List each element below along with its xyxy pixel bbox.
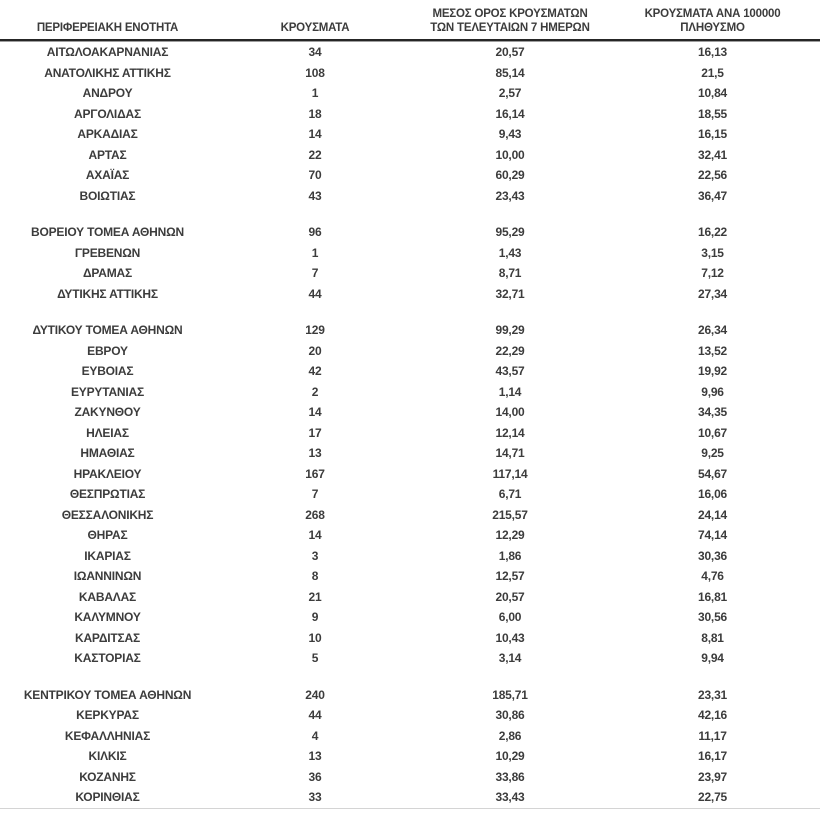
cell-cases: 14 (308, 127, 322, 141)
column-header-per-100k (605, 0, 820, 40)
table-row (0, 746, 820, 767)
cell-cases: 42 (308, 364, 322, 378)
cell-regional-unit: ΒΟΡΕΙΟΥ ΤΟΜΕΑ ΑΘΗΝΩΝ (31, 225, 184, 239)
cell-regional-unit: ΑΙΤΩΛΟΑΚΑΡΝΑΝΙΑΣ (46, 45, 169, 59)
cell-per-100k: 32,41 (697, 147, 728, 162)
table-row (0, 186, 820, 207)
cell-cases: 14 (308, 528, 322, 542)
cell-7day-average: 95,29 (495, 225, 525, 239)
table-row (0, 124, 820, 145)
cell-per-100k: 16,22 (697, 225, 728, 239)
cell-7day-average: 32,71 (495, 286, 525, 301)
cell-cases: 96 (308, 225, 322, 239)
cell-per-100k: 16,81 (697, 589, 728, 604)
cell-cases: 13 (308, 749, 322, 763)
cell-regional-unit: ΗΛΕΙΑΣ (86, 425, 129, 440)
cell-per-100k: 9,96 (701, 384, 724, 399)
cell-regional-unit: ΙΩΑΝΝΙΝΩΝ (73, 569, 142, 583)
table-body (0, 42, 820, 809)
cell-per-100k: 42,16 (697, 708, 728, 722)
cell-cases: 268 (305, 507, 325, 522)
table-row (0, 787, 820, 808)
cell-7day-average: 22,29 (495, 343, 525, 358)
table-row (0, 726, 820, 747)
table-row (0, 320, 820, 341)
group-spacer-row (0, 669, 820, 685)
table-row (0, 443, 820, 464)
cell-per-100k: 34,35 (697, 405, 728, 419)
cell-7day-average: 3,14 (498, 651, 522, 665)
cell-regional-unit: ΚΙΛΚΙΣ (88, 749, 127, 763)
column-header-label: ΠΕΡΙΦΕΡΕΙΑΚΗ ΕΝΟΤΗΤΑ (36, 22, 179, 34)
column-header-regional-unit (0, 0, 215, 40)
header-row (0, 0, 820, 40)
cell-regional-unit: ΔΡΑΜΑΣ (82, 266, 133, 280)
column-header-label: ΚΡΟΥΣΜΑΤΑ (280, 22, 350, 34)
column-header-label-line-1: ΚΡΟΥΣΜΑΤΑ ΑΝΑ 100000 (644, 8, 781, 20)
cell-cases: 4 (311, 728, 319, 743)
cell-per-100k: 22,56 (697, 168, 728, 182)
cell-cases: 17 (308, 425, 322, 440)
group-spacer-row (0, 304, 820, 320)
cell-regional-unit: ΘΕΣΣΑΛΟΝΙΚΗΣ (61, 507, 154, 522)
group-spacer-row (0, 206, 820, 222)
cell-regional-unit: ΗΜΑΘΙΑΣ (80, 446, 135, 460)
cell-per-100k: 30,56 (697, 610, 728, 624)
cell-7day-average: 117,14 (492, 466, 528, 481)
cell-per-100k: 16,06 (697, 487, 728, 501)
cell-regional-unit: ΕΒΡΟΥ (87, 343, 128, 358)
cell-cases: 108 (305, 65, 325, 80)
cell-7day-average: 10,00 (495, 147, 525, 162)
cell-regional-unit: ΕΥΒΟΙΑΣ (81, 364, 134, 378)
cell-per-100k: 36,47 (697, 188, 728, 203)
cell-7day-average: 6,71 (498, 487, 522, 501)
table-header (0, 0, 820, 40)
cell-regional-unit: ΘΕΣΠΡΩΤΙΑΣ (69, 487, 146, 501)
table-row (0, 685, 820, 706)
table-row (0, 484, 820, 505)
table-row (0, 263, 820, 284)
table-row (0, 284, 820, 305)
cell-per-100k: 54,67 (697, 466, 728, 481)
column-header-label-line-2: ΠΛΗΘΥΣΜΟ (680, 22, 745, 34)
cell-7day-average: 10,29 (495, 749, 525, 763)
cell-cases: 43 (308, 188, 322, 203)
cell-cases: 21 (308, 589, 322, 604)
cell-per-100k: 23,31 (697, 687, 728, 702)
table-row (0, 63, 820, 84)
cell-regional-unit: ΚΑΛΥΜΝΟΥ (74, 610, 141, 624)
table-row (0, 566, 820, 587)
cell-7day-average: 12,57 (495, 569, 525, 583)
table-row (0, 361, 820, 382)
table-row (0, 402, 820, 423)
column-header-label-line-1: ΜΕΣΟΣ ΟΡΟΣ ΚΡΟΥΣΜΑΤΩΝ (432, 8, 588, 20)
cell-7day-average: 16,14 (495, 106, 525, 121)
cell-per-100k: 16,17 (697, 749, 728, 763)
table-row (0, 767, 820, 788)
table-row (0, 165, 820, 186)
cell-cases: 44 (308, 708, 322, 722)
cell-regional-unit: ΕΥΡΥΤΑΝΙΑΣ (71, 384, 144, 399)
cell-cases: 2 (311, 384, 319, 399)
cell-cases: 14 (308, 405, 322, 419)
table-row (0, 222, 820, 243)
table-row (0, 42, 820, 63)
cell-per-100k: 74,14 (697, 528, 728, 542)
cell-7day-average: 1,86 (498, 548, 522, 563)
cell-cases: 5 (311, 651, 319, 665)
cell-per-100k: 23,97 (697, 769, 728, 784)
cell-regional-unit: ΑΝΑΤΟΛΙΚΗΣ ΑΤΤΙΚΗΣ (44, 65, 171, 80)
cell-regional-unit: ΑΡΚΑΔΙΑΣ (77, 127, 138, 141)
cell-per-100k: 16,13 (697, 45, 728, 59)
cell-cases: 167 (305, 466, 325, 481)
cell-per-100k: 4,76 (701, 569, 724, 583)
cell-regional-unit: ΒΟΙΩΤΙΑΣ (79, 188, 136, 203)
cell-cases: 33 (308, 790, 322, 804)
table-row (0, 104, 820, 125)
cell-per-100k: 10,84 (697, 86, 728, 100)
table-row (0, 145, 820, 166)
table-row (0, 341, 820, 362)
cell-7day-average: 33,43 (495, 790, 525, 804)
cell-regional-unit: ΚΟΖΑΝΗΣ (79, 769, 136, 784)
cell-cases: 20 (308, 343, 322, 358)
cell-per-100k: 30,36 (697, 548, 728, 563)
table-row (0, 505, 820, 526)
cell-7day-average: 99,29 (495, 323, 525, 337)
cell-cases: 1 (311, 245, 319, 260)
cell-cases: 7 (311, 266, 319, 280)
cell-cases: 18 (308, 106, 322, 121)
cell-7day-average: 20,57 (495, 45, 525, 59)
cell-regional-unit: ΓΡΕΒΕΝΩΝ (74, 245, 141, 260)
table-row (0, 587, 820, 608)
cell-per-100k: 10,67 (697, 425, 728, 440)
cell-7day-average: 60,29 (495, 168, 525, 182)
cell-per-100k: 24,14 (697, 507, 728, 522)
cell-per-100k: 11,17 (698, 728, 727, 743)
table-row (0, 705, 820, 726)
table-row (0, 423, 820, 444)
cell-cases: 8 (311, 569, 319, 583)
cell-cases: 36 (308, 769, 322, 784)
cell-per-100k: 3,15 (701, 245, 724, 260)
table-row (0, 83, 820, 104)
cell-per-100k: 22,75 (697, 790, 728, 804)
cell-7day-average: 30,86 (495, 708, 525, 722)
cell-cases: 44 (308, 286, 322, 301)
table-row (0, 607, 820, 628)
cell-cases: 9 (311, 610, 319, 624)
cell-regional-unit: ΚΟΡΙΝΘΙΑΣ (75, 790, 140, 804)
cell-regional-unit: ΑΡΤΑΣ (88, 147, 127, 162)
cell-regional-unit: ΙΚΑΡΙΑΣ (84, 548, 131, 563)
cell-7day-average: 6,00 (498, 610, 522, 624)
cell-regional-unit: ΔΥΤΙΚΗΣ ΑΤΤΙΚΗΣ (57, 286, 158, 301)
cell-regional-unit: ΚΑΒΑΛΑΣ (78, 589, 137, 604)
cell-7day-average: 12,29 (495, 528, 525, 542)
cell-7day-average: 43,57 (495, 364, 525, 378)
table-row (0, 464, 820, 485)
cell-per-100k: 9,94 (701, 651, 724, 665)
cell-regional-unit: ΚΕΦΑΛΛΗΝΙΑΣ (64, 728, 151, 743)
cell-regional-unit: ΑΝΔΡΟΥ (82, 86, 133, 100)
cell-7day-average: 2,57 (498, 86, 522, 100)
table-row (0, 628, 820, 649)
cell-per-100k: 8,81 (701, 630, 724, 645)
cell-7day-average: 185,71 (492, 687, 528, 702)
cell-cases: 13 (308, 446, 322, 460)
cell-cases: 1 (311, 86, 319, 100)
cell-per-100k: 18,55 (697, 106, 728, 121)
cell-7day-average: 9,43 (498, 127, 522, 141)
table-row (0, 648, 820, 669)
cell-per-100k: 27,34 (697, 286, 728, 301)
cell-per-100k: 21,5 (701, 65, 724, 80)
cell-7day-average: 8,71 (498, 266, 522, 280)
cell-7day-average: 33,86 (495, 769, 525, 784)
cell-regional-unit: ΑΧΑΪΑΣ (85, 168, 130, 182)
cell-regional-unit: ΚΕΝΤΡΙΚΟΥ ΤΟΜΕΑ ΑΘΗΝΩΝ (23, 687, 192, 702)
cell-7day-average: 1,14 (498, 384, 522, 399)
table-row (0, 525, 820, 546)
cell-per-100k: 7,12 (701, 266, 724, 280)
column-header-cases (215, 0, 415, 40)
cell-7day-average: 12,14 (495, 425, 525, 440)
cell-per-100k: 13,52 (697, 343, 728, 358)
table-row (0, 382, 820, 403)
cell-cases: 70 (308, 168, 322, 182)
cell-7day-average: 23,43 (495, 188, 525, 203)
cell-cases: 34 (308, 45, 322, 59)
column-header-label-line-2: ΤΩΝ ΤΕΛΕΥΤΑΙΩΝ 7 ΗΜΕΡΩΝ (430, 22, 590, 34)
cell-cases: 129 (305, 323, 325, 337)
cell-regional-unit: ΗΡΑΚΛΕΙΟΥ (73, 466, 142, 481)
cell-cases: 240 (305, 687, 325, 702)
cell-per-100k: 9,25 (701, 446, 724, 460)
table-row (0, 243, 820, 264)
cell-regional-unit: ΔΥΤΙΚΟΥ ΤΟΜΕΑ ΑΘΗΝΩΝ (32, 323, 183, 337)
cell-7day-average: 20,57 (495, 589, 525, 604)
cell-regional-unit: ΚΕΡΚΥΡΑΣ (76, 708, 139, 722)
cell-regional-unit: ΑΡΓΟΛΙΔΑΣ (74, 106, 141, 121)
cell-7day-average: 14,00 (495, 405, 525, 419)
cell-7day-average: 85,14 (495, 65, 525, 80)
cell-regional-unit: ΘΗΡΑΣ (87, 528, 128, 542)
cell-7day-average: 2,86 (498, 728, 522, 743)
cell-7day-average: 10,43 (495, 630, 525, 645)
column-header-7day-average (415, 0, 605, 40)
cell-7day-average: 14,71 (495, 446, 525, 460)
cell-regional-unit: ΖΑΚΥΝΘΟΥ (74, 405, 141, 419)
cell-per-100k: 16,15 (697, 127, 728, 141)
cell-7day-average: 1,43 (498, 245, 522, 260)
cell-cases: 3 (311, 548, 319, 563)
cell-regional-unit: ΚΑΣΤΟΡΙΑΣ (74, 651, 141, 665)
cell-per-100k: 19,92 (697, 364, 728, 378)
cell-regional-unit: ΚΑΡΔΙΤΣΑΣ (74, 630, 140, 645)
cell-cases: 7 (311, 487, 319, 501)
cell-cases: 22 (308, 147, 322, 162)
cell-per-100k: 26,34 (697, 323, 728, 337)
cell-7day-average: 215,57 (492, 507, 528, 522)
table-row (0, 546, 820, 567)
cell-cases: 10 (308, 630, 322, 645)
